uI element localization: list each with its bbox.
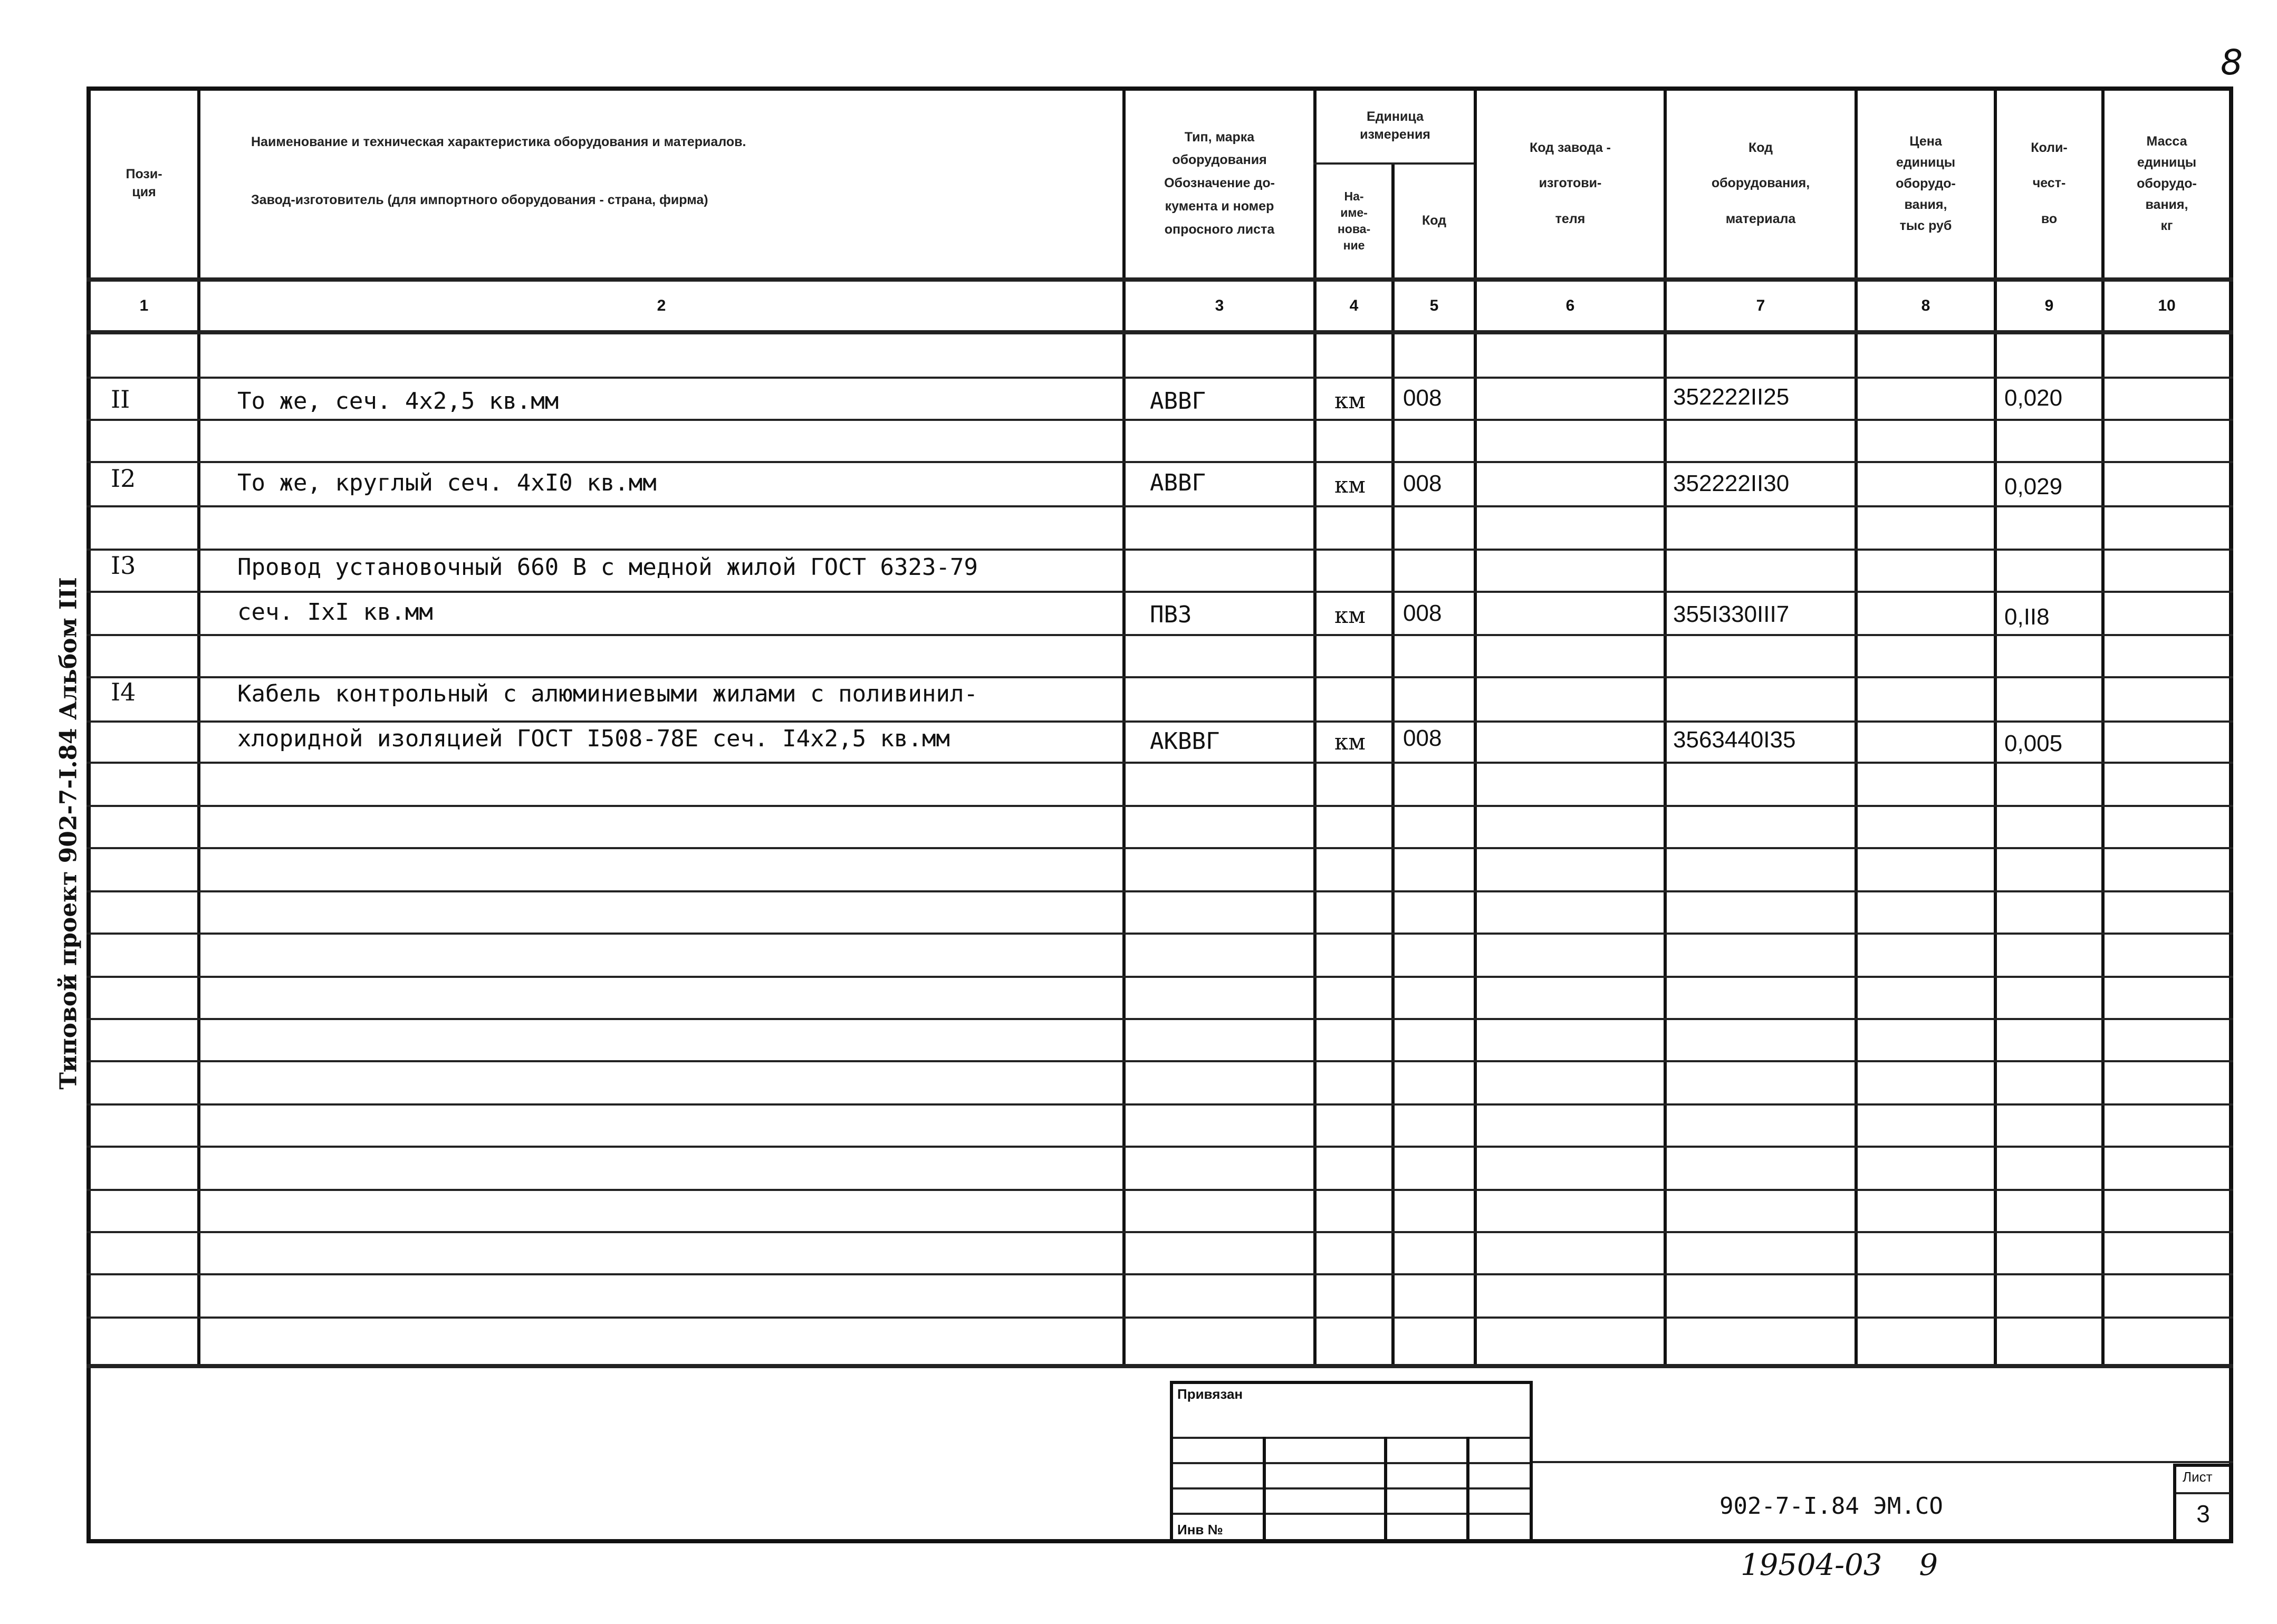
row-line	[87, 1317, 2233, 1319]
column-number: 10	[2158, 296, 2176, 314]
row-line	[87, 933, 2233, 935]
row-line	[87, 1018, 2233, 1020]
header-bottom-line	[87, 277, 2233, 282]
row-unit: км	[1334, 388, 1366, 414]
row-position: I2	[111, 464, 136, 493]
row-line	[87, 720, 2233, 723]
row-line	[87, 549, 2233, 551]
row-name-continued: сеч. IхI кв.мм	[237, 599, 433, 626]
corner-page-mark: 8	[2221, 42, 2243, 83]
header-position: Пози- ция	[126, 167, 162, 199]
sidebar-project-label: Типовой проект 902-7-I.84 Альбом III	[55, 577, 82, 1090]
header-price: Цена единицы оборудо- вания, тыс руб	[1896, 134, 1956, 233]
header-unit-name: На- име- нова- ние	[1337, 189, 1371, 253]
column-number: 5	[1429, 296, 1439, 314]
number-row-bottom-line	[87, 330, 2233, 334]
row-name: Кабель контрольный с алюминиевыми жилами с поливинил-	[237, 680, 978, 707]
row-equipment-code: 352222II30	[1673, 470, 1790, 496]
column-number: 9	[2044, 296, 2054, 314]
sheet-number: 3	[2196, 1500, 2210, 1527]
table-bottom-line	[87, 1364, 2233, 1368]
column-number: 6	[1565, 296, 1575, 314]
row-type: ПВЗ	[1150, 601, 1192, 628]
stamp-line	[1173, 1487, 1530, 1490]
row-equipment-code: 3563440I35	[1673, 727, 1796, 753]
title-block-line	[1533, 1461, 2233, 1463]
row-line	[87, 847, 2233, 849]
header-unit-group: Единица измерения	[1360, 109, 1430, 142]
row-quantity: 0,020	[2004, 385, 2063, 411]
header-unit-code: Код	[1421, 213, 1447, 228]
row-line	[87, 676, 2233, 678]
col-line	[1391, 164, 1395, 1368]
row-line	[87, 976, 2233, 978]
row-unit: км	[1334, 729, 1366, 755]
sheet-label: Лист	[2183, 1469, 2213, 1485]
attachment-stamp	[1170, 1381, 1533, 1543]
row-line	[87, 419, 2233, 421]
stamp-line	[1173, 1462, 1530, 1464]
row-unit-code: 008	[1403, 725, 1442, 751]
stamp-line	[1173, 1437, 1530, 1439]
handwritten-annotation	[1741, 1548, 1975, 1582]
row-name-continued: хлоридной изоляцией ГОСТ I508-78Е сеч. I4х2,5 кв.мм	[237, 725, 950, 752]
sheet-number-box	[2173, 1464, 2233, 1543]
header-type: Тип, марка оборудования Обозначение до- кумента и номер опросного листа	[1164, 129, 1275, 237]
header-quantity: Коли- чест- во	[2031, 140, 2068, 226]
row-equipment-code: 355I330III7	[1673, 601, 1790, 627]
handwritten-page: 9	[1919, 1548, 1938, 1582]
column-number: 1	[139, 296, 149, 314]
row-unit-code: 008	[1403, 600, 1442, 626]
row-line	[87, 461, 2233, 463]
row-unit-code: 008	[1403, 470, 1442, 496]
handwritten-code: 19504-03	[1741, 1548, 1882, 1582]
row-line	[87, 805, 2233, 807]
row-unit: км	[1334, 602, 1366, 628]
stamp-col	[1263, 1437, 1266, 1540]
row-line	[87, 1231, 2233, 1233]
row-line	[87, 505, 2233, 507]
row-quantity: 0,005	[2004, 731, 2063, 756]
stamp-title: Привязан	[1177, 1386, 1243, 1402]
header-mass: Масса единицы оборудо- вания, кг	[2137, 134, 2197, 233]
column-number: 3	[1215, 296, 1224, 314]
row-position: I3	[111, 551, 136, 580]
header-plant-code: Код завода - изготови- теля	[1529, 140, 1611, 226]
row-line	[87, 762, 2233, 764]
row-line	[87, 634, 2233, 636]
column-number: 4	[1349, 296, 1359, 314]
row-line	[87, 591, 2233, 593]
row-name: То же, сеч. 4х2,5 кв.мм	[237, 388, 559, 415]
document-code: 902-7-I.84 ЭМ.СО	[1719, 1493, 1943, 1520]
row-position: I4	[111, 678, 136, 706]
row-line	[87, 890, 2233, 892]
stamp-col	[1384, 1437, 1387, 1540]
row-line	[87, 1273, 2233, 1275]
stamp-line	[1173, 1513, 1530, 1515]
stamp-inventory-label: Инв №	[1177, 1522, 1223, 1537]
row-unit-code: 008	[1403, 385, 1442, 411]
row-quantity: 0,029	[2004, 474, 2063, 499]
row-line	[87, 1060, 2233, 1062]
row-line	[87, 1189, 2233, 1191]
stamp-col	[1466, 1437, 1469, 1540]
row-name: Провод установочный 660 В с медной жилой ГОСТ 6323-79	[237, 554, 978, 581]
column-number: 2	[657, 296, 666, 314]
row-type: АКВВГ	[1150, 728, 1220, 755]
sheet-box-divider	[2176, 1492, 2230, 1494]
header-name-line1: Наименование и техническая характеристика оборудования и материалов.	[251, 134, 746, 150]
row-type: АВВГ	[1150, 469, 1206, 496]
row-unit: км	[1334, 472, 1366, 498]
column-number: 7	[1756, 296, 1765, 314]
row-position: II	[111, 385, 130, 414]
row-quantity: 0,II8	[2004, 604, 2050, 630]
row-name: То же, круглый сеч. 4хI0 кв.мм	[237, 469, 657, 496]
row-line	[87, 1146, 2233, 1148]
row-equipment-code: 352222II25	[1673, 384, 1790, 410]
header-equipment-code: Код оборудования, материала	[1711, 140, 1810, 226]
column-number: 8	[1921, 296, 1930, 314]
header-name-line2: Завод-изготовитель (для импортного оборудования - страна, фирма)	[251, 193, 708, 208]
row-line	[87, 1103, 2233, 1106]
row-line	[87, 377, 2233, 379]
row-type: АВВГ	[1150, 388, 1206, 415]
